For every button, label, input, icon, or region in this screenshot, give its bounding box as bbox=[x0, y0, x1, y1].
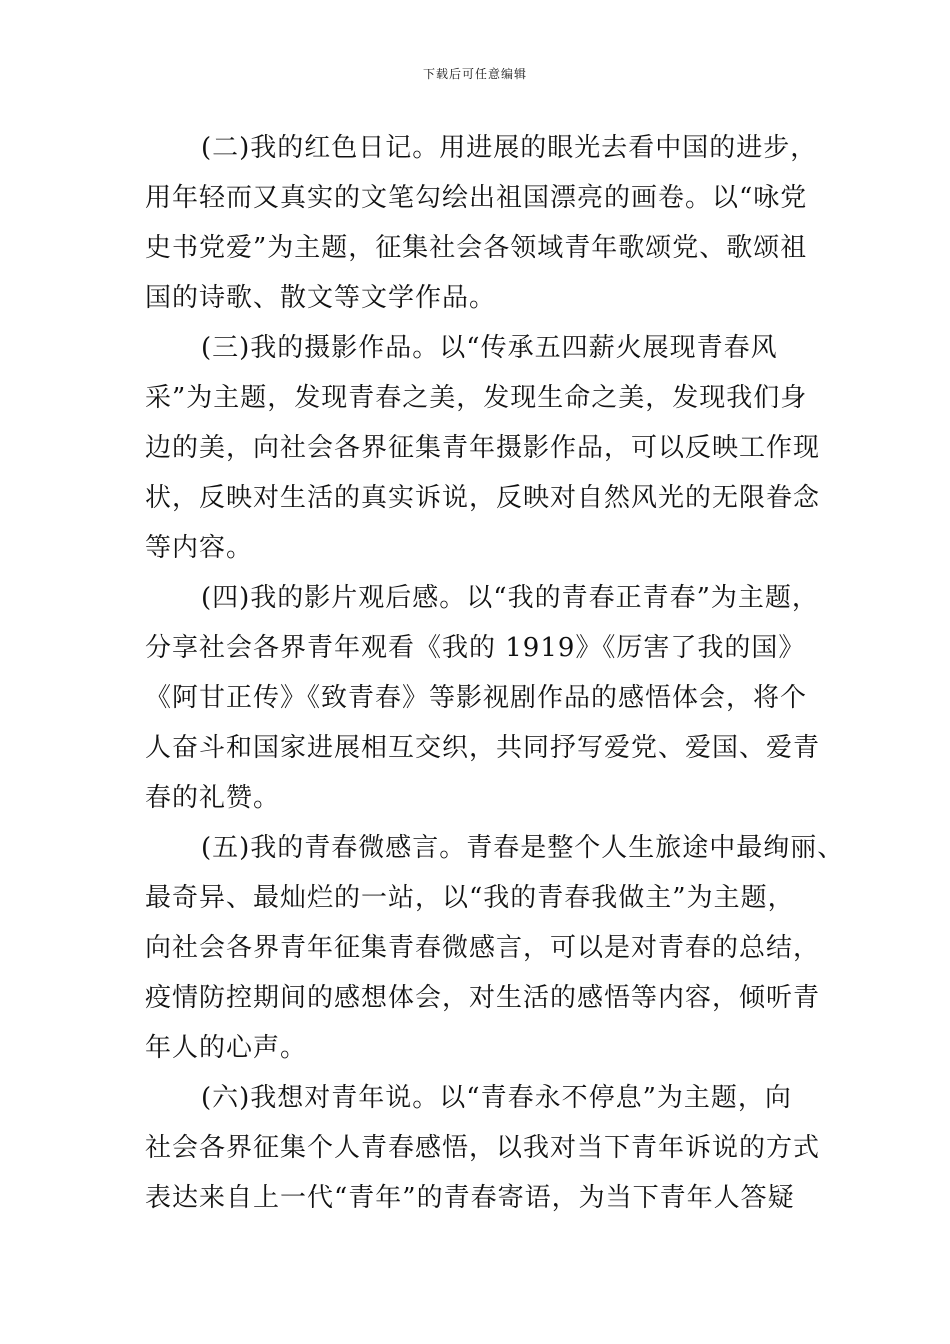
paragraph bbox=[145, 128, 818, 328]
text-line: (五)我的青春微感言。青春是整个人生旅途中最绚丽、 bbox=[201, 833, 845, 863]
text-line: 状，反映对生活的真实诉说，反映对自然风光的无限眷念 bbox=[145, 483, 821, 513]
text-line: 年人的心声。 bbox=[145, 1033, 308, 1063]
document-body bbox=[145, 128, 845, 1228]
paragraph bbox=[145, 1078, 821, 1228]
text-line: 《阿甘正传》《致青春》等影视剧作品的感悟体会，将个 bbox=[145, 683, 808, 713]
text-line: 春的礼赞。 bbox=[145, 783, 281, 813]
text-line: 社会各界征集个人青春感悟，以我对当下青年诉说的方式 bbox=[145, 1133, 821, 1163]
text-line: (二)我的红色日记。用进展的眼光去看中国的进步， bbox=[201, 133, 818, 163]
paragraph bbox=[145, 828, 845, 1078]
text-line: 用年轻而又真实的文笔勾绘出祖国漂亮的画卷。以“咏党 bbox=[145, 183, 808, 213]
text-line: 等内容。 bbox=[145, 533, 254, 563]
text-line: 史书党爱”为主题，征集社会各领域青年歌颂党、歌颂祖 bbox=[145, 233, 808, 263]
page-header: 下载后可任意编辑 bbox=[422, 67, 527, 81]
text-line: (六)我想对青年说。以“青春永不停息”为主题，向 bbox=[201, 1083, 792, 1113]
text-line: 采”为主题，发现青春之美，发现生命之美，发现我们身 bbox=[145, 383, 808, 413]
text-line: 国的诗歌、散文等文学作品。 bbox=[145, 283, 497, 313]
text-line: 人奋斗和国家进展相互交织，共同抒写爱党、爱国、爱青 bbox=[145, 733, 821, 763]
text-line: (三)我的摄影作品。以“传承五四薪火展现青春风 bbox=[201, 333, 778, 363]
text-line: 边的美，向社会各界征集青年摄影作品，可以反映工作现 bbox=[145, 433, 821, 463]
text-line: 分享社会各界青年观看《我的 1919》《厉害了我的国》 bbox=[145, 633, 806, 663]
paragraph bbox=[145, 578, 821, 828]
text-line: (四)我的影片观后感。以“我的青春正青春”为主题， bbox=[201, 583, 819, 613]
text-line: 表达来自上一代“青年”的青春寄语，为当下青年人答疑 bbox=[145, 1183, 795, 1213]
text-line: 向社会各界青年征集青春微感言，可以是对青春的总结， bbox=[145, 933, 821, 963]
text-line: 疫情防控期间的感想体会，对生活的感悟等内容，倾听青 bbox=[145, 983, 821, 1013]
paragraph bbox=[145, 328, 821, 578]
text-line: 最奇异、最灿烂的一站，以“我的青春我做主”为主题， bbox=[145, 883, 795, 913]
